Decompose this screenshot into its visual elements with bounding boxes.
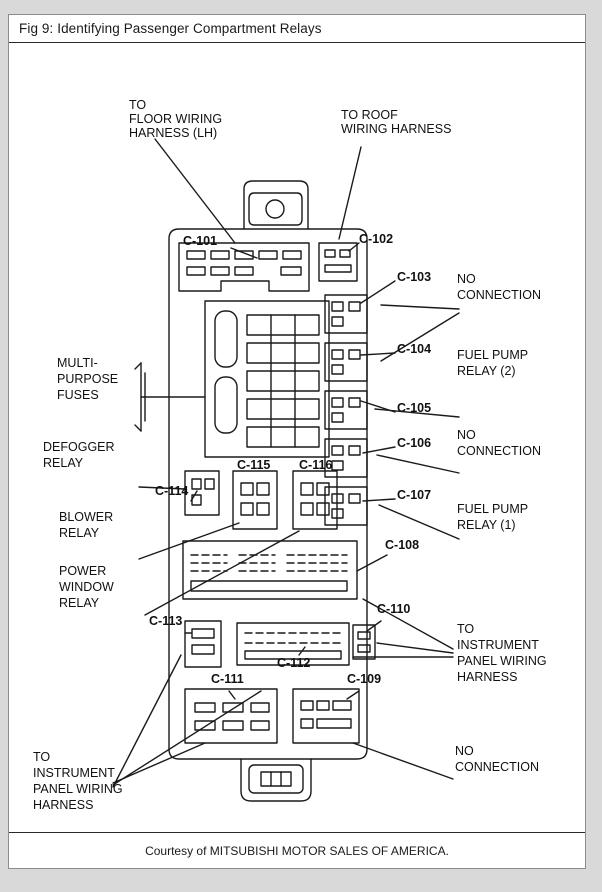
connector-label-c-114: C-114	[155, 484, 189, 498]
callout-defogger-line2: RELAY	[43, 456, 84, 470]
connector-label-c-108: C-108	[385, 538, 420, 552]
callout-blower-line1: BLOWER	[59, 510, 114, 524]
callout-power-window-line3: RELAY	[59, 596, 100, 610]
callout-power-window-line1: POWER	[59, 564, 107, 578]
connector-label-c-115: C-115	[237, 458, 271, 472]
callout-no-connection-bottom-line1: NO	[455, 744, 474, 758]
callout-blower-line2: RELAY	[59, 526, 100, 540]
callout-instrument-bottom-line1: TO	[33, 750, 51, 764]
connector-label-c-116: C-116	[299, 458, 333, 472]
callout-instrument-right-line2: INSTRUMENT	[457, 638, 539, 652]
callout-instrument-bottom-line3: PANEL WIRING	[33, 782, 123, 796]
figure-footer	[9, 832, 585, 868]
connector-label-c-101: C-101	[183, 234, 218, 248]
callout-no-connection-2-line1: NO	[457, 428, 476, 442]
callout-instrument-right-line4: HARNESS	[457, 670, 518, 684]
callout-fuel-pump-1-line1: FUEL PUMP	[457, 502, 529, 516]
figure-card	[8, 14, 586, 869]
callout-fuses-line3: FUSES	[57, 388, 99, 402]
callout-roof-wiring-line1: TO ROOF	[341, 108, 398, 122]
relay-box-diagram	[9, 43, 585, 833]
callout-no-connection-2-line2: CONNECTION	[457, 444, 542, 458]
diagram-canvas	[9, 43, 585, 833]
connector-label-c-102: C-102	[359, 232, 394, 246]
callout-fuses-line1: MULTI-	[57, 356, 98, 370]
callout-instrument-bottom-line2: INSTRUMENT	[33, 766, 115, 780]
callout-floor-wiring-line3: HARNESS (LH)	[129, 126, 218, 140]
connector-label-c-113: C-113	[149, 614, 183, 628]
connector-label-c-112: C-112	[277, 656, 311, 670]
callout-instrument-right-line3: PANEL WIRING	[457, 654, 547, 668]
callout-power-window-line2: WINDOW	[59, 580, 114, 594]
callout-floor-wiring-line2: FLOOR WIRING	[129, 112, 223, 126]
callout-fuel-pump-2-line2: RELAY (2)	[457, 364, 516, 378]
callout-no-connection-1-line1: NO	[457, 272, 476, 286]
figure-title-bar	[9, 15, 585, 43]
diagram-labels	[33, 98, 547, 812]
callout-fuel-pump-2-line1: FUEL PUMP	[457, 348, 529, 362]
callout-no-connection-bottom-line2: CONNECTION	[455, 760, 540, 774]
connector-label-c-111: C-111	[211, 672, 244, 686]
callout-defogger-line1: DEFOGGER	[43, 440, 115, 454]
connector-label-c-104: C-104	[397, 342, 432, 356]
connector-label-c-103: C-103	[397, 270, 432, 284]
connector-label-c-106: C-106	[397, 436, 432, 450]
callout-instrument-bottom-line4: HARNESS	[33, 798, 94, 812]
callout-floor-wiring-line1: TO	[129, 98, 147, 112]
callout-no-connection-1-line2: CONNECTION	[457, 288, 542, 302]
callout-fuses-line2: PURPOSE	[57, 372, 119, 386]
page-title: Fig 9: Identifying Passenger Compartment Relays	[19, 21, 322, 36]
connector-label-c-105: C-105	[397, 401, 432, 415]
connector-label-c-107: C-107	[397, 488, 432, 502]
callout-roof-wiring-line2: WIRING HARNESS	[341, 122, 452, 136]
callout-fuel-pump-1-line2: RELAY (1)	[457, 518, 516, 532]
callout-instrument-right-line1: TO	[457, 622, 475, 636]
courtesy-text: Courtesy of MITSUBISHI MOTOR SALES OF AMERICA.	[145, 843, 449, 858]
connector-label-c-109: C-109	[347, 672, 382, 686]
connector-label-c-110: C-110	[377, 602, 411, 616]
